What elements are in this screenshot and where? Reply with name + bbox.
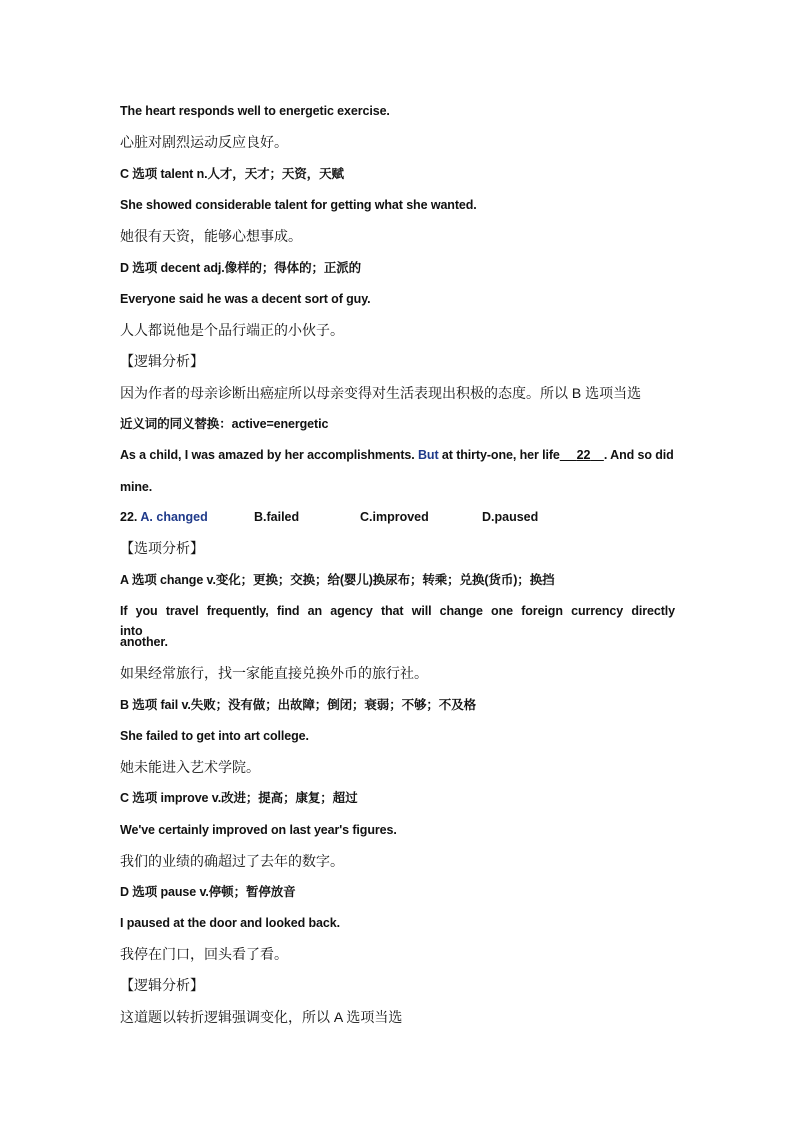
option-c-definition: C 选项 improve v.改进；提高；康复；超过: [120, 791, 358, 805]
section-heading-logic: 【逻辑分析】: [120, 977, 204, 993]
option-a-answer: A. changed: [140, 510, 208, 524]
example-sentence: If you travel frequently, find an agency that will change one foreign currency directly into: [120, 604, 675, 638]
option-d-definition: D 选项 pause v.停顿；暂停放音: [120, 885, 296, 899]
question-number: 22.: [120, 510, 141, 524]
translation: 她很有天资，能够心想事成。: [120, 228, 302, 244]
answer-blank: 22: [576, 448, 591, 462]
logic-explanation: 这道题以转折逻辑强调变化，所以 A 选项当选: [120, 1009, 403, 1025]
conjunction-highlight: But: [418, 448, 439, 462]
example-sentence: She showed considerable talent for getting what she wanted.: [120, 198, 477, 212]
option-c-definition: C 选项 talent n.人才，天才；天资，天赋: [120, 167, 344, 181]
example-sentence: I paused at the door and looked back.: [120, 916, 340, 930]
option-b-definition: B 选项 fail v.失败；没有做；出故障；倒闭；衰弱；不够；不及格: [120, 698, 477, 712]
translation: 心脏对剧烈运动反应良好。: [120, 134, 288, 150]
section-heading-options: 【选项分析】: [120, 540, 204, 556]
option-d-definition: D 选项 decent adj.像样的；得体的；正派的: [120, 261, 362, 275]
question-22: [120, 507, 208, 527]
translation: 如果经常旅行，找一家能直接兑换外币的旅行社。: [120, 665, 428, 681]
translation: 人人都说他是个品行端正的小伙子。: [120, 322, 344, 338]
logic-explanation: 因为作者的母亲诊断出癌症所以母亲变得对生活表现出积极的态度。所以 B 选项当选: [120, 385, 642, 401]
option-b: B.failed: [254, 510, 300, 524]
option-a-definition: A 选项 change v.变化；更换；交换；给(婴儿)换尿布；转乘；兑换(货币)；换挡: [120, 573, 555, 587]
example-sentence-end: another.: [120, 635, 168, 649]
passage-sentence: As a child, I was amazed by her accomplishments. But at thirty-one, her life 22 . And so did: [120, 445, 680, 465]
passage-sentence-end: mine.: [120, 480, 153, 494]
translation: 她未能进入艺术学院。: [120, 759, 260, 775]
example-sentence: We've certainly improved on last year's figures.: [120, 823, 397, 837]
example-sentence: The heart responds well to energetic exercise.: [120, 104, 390, 118]
section-heading-logic: 【逻辑分析】: [120, 353, 204, 369]
translation: 我停在门口，回头看了看。: [120, 946, 288, 962]
example-sentence: Everyone said he was a decent sort of guy.: [120, 292, 371, 306]
option-d: D.paused: [482, 510, 539, 524]
translation: 我们的业绩的确超过了去年的数字。: [120, 853, 344, 869]
example-sentence: She failed to get into art college.: [120, 729, 309, 743]
option-c: C.improved: [360, 510, 429, 524]
synonym-note: 近义词的同义替换：active=energetic: [120, 417, 329, 431]
